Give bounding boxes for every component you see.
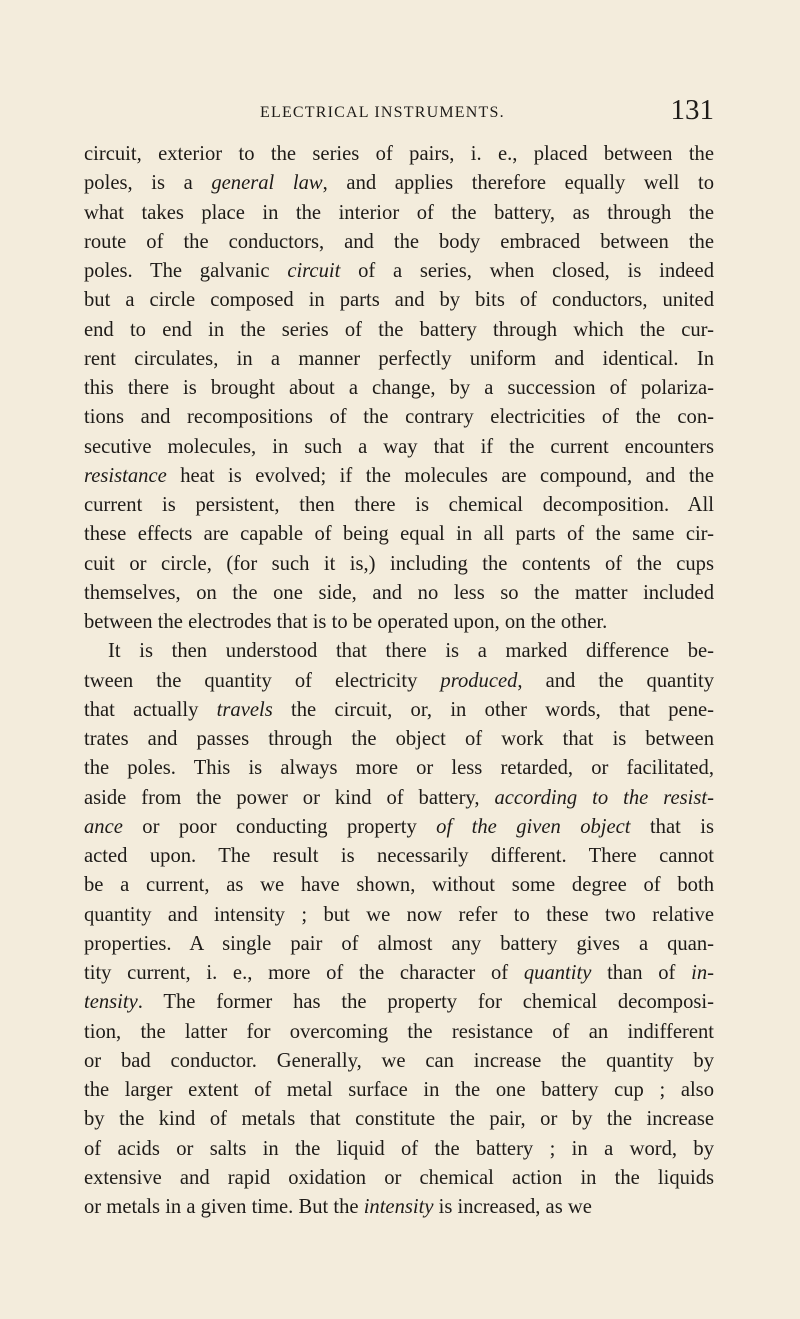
text-run: poles, is a bbox=[84, 172, 212, 195]
italic-text-run: resistance bbox=[84, 464, 167, 487]
italic-text-run: in- bbox=[691, 962, 714, 984]
text-line bbox=[84, 1193, 714, 1222]
text-run: , and applies therefore equally well to bbox=[322, 172, 714, 195]
text-line bbox=[84, 1018, 714, 1047]
text-line bbox=[84, 579, 714, 608]
text-run: acted upon. The result is necessarily different. There cannot bbox=[84, 845, 714, 867]
text-line bbox=[84, 462, 714, 491]
text-run: or poor conducting property bbox=[122, 815, 437, 838]
italic-text-run: intensity bbox=[363, 1196, 434, 1218]
text-line bbox=[84, 988, 714, 1017]
text-run: poles. The galvanic bbox=[84, 260, 288, 282]
text-run: end to end in the series of the battery through which the cur- bbox=[84, 318, 714, 341]
text-line bbox=[84, 901, 714, 930]
text-line bbox=[84, 169, 714, 198]
text-line bbox=[84, 1164, 714, 1193]
text-run: the larger extent of metal surface in the one battery cup ; also bbox=[84, 1079, 714, 1101]
italic-text-run: according to the resist- bbox=[494, 786, 714, 809]
text-run: secutive molecules, in such a way that if the current encounters bbox=[84, 435, 714, 458]
text-line bbox=[84, 754, 714, 783]
text-line bbox=[84, 345, 714, 374]
text-run: or metals in a given time. But the bbox=[84, 1196, 364, 1218]
text-line bbox=[84, 1076, 714, 1105]
text-run: trates and passes through the object of work that is between bbox=[84, 728, 714, 750]
text-run: what takes place in the interior of the battery, as through the bbox=[84, 201, 714, 224]
text-line bbox=[84, 491, 714, 520]
italic-text-run: tensity bbox=[84, 991, 138, 1014]
italic-text-run: of the given object bbox=[436, 815, 631, 838]
text-run: rent circulates, in a manner perfectly uniform and identical. In bbox=[84, 347, 714, 370]
text-run: route of the conductors, and the body embraced between the bbox=[84, 230, 714, 253]
italic-text-run: travels bbox=[216, 698, 273, 721]
text-run: circuit, exterior to the series of pairs, i. e., placed between the bbox=[84, 143, 714, 165]
body-text bbox=[84, 140, 714, 1222]
running-header-title: ELECTRICAL INSTRUMENTS. bbox=[260, 104, 505, 121]
text-run: tion, the latter for overcoming the resistance of an indifferent bbox=[84, 1020, 714, 1043]
text-run: that is bbox=[630, 815, 714, 838]
text-line bbox=[84, 608, 714, 637]
text-run: extensive and rapid oxidation or chemical action in the liquids bbox=[84, 1166, 714, 1189]
text-line bbox=[84, 930, 714, 959]
text-run: , and the quantity bbox=[517, 669, 715, 692]
italic-text-run: produced bbox=[440, 669, 518, 692]
text-line bbox=[84, 784, 714, 813]
italic-text-run: circuit bbox=[287, 260, 341, 282]
italic-text-run: quantity bbox=[523, 962, 592, 984]
text-line bbox=[84, 199, 714, 228]
page-number: 131 bbox=[670, 94, 714, 126]
text-line bbox=[84, 257, 714, 286]
text-run: tween the quantity of electricity bbox=[84, 669, 441, 692]
text-run: is increased, as we bbox=[433, 1196, 592, 1218]
italic-text-run: general law bbox=[211, 172, 323, 195]
text-run: this there is brought about a change, by a succession of polariza- bbox=[84, 377, 714, 399]
text-run: It is then understood that there is a marked difference be- bbox=[108, 640, 714, 663]
text-run: properties. A single pair of almost any battery gives a quan- bbox=[84, 932, 714, 955]
text-line bbox=[84, 959, 714, 988]
text-run: tity current, i. e., more of the character of bbox=[84, 962, 524, 984]
text-run: of acids or salts in the liquid of the battery ; in a word, by bbox=[84, 1137, 714, 1160]
text-run: be a current, as we have shown, without some degree of both bbox=[84, 874, 714, 897]
text-run: cuit or circle, (for such it is,) including the contents of the cups bbox=[84, 552, 714, 575]
text-run: the poles. This is always more or less retarded, or facilitated, bbox=[84, 757, 714, 780]
text-line bbox=[84, 637, 714, 666]
text-line bbox=[84, 696, 714, 725]
text-line bbox=[84, 140, 714, 169]
text-line bbox=[84, 403, 714, 432]
text-line bbox=[84, 374, 714, 403]
text-run: than of bbox=[591, 962, 692, 984]
text-run: aside from the power or kind of battery, bbox=[84, 786, 495, 809]
text-line bbox=[84, 1047, 714, 1076]
text-line bbox=[84, 842, 714, 871]
text-run: quantity and intensity ; but we now refer to these two relative bbox=[84, 903, 714, 926]
text-run: the circuit, or, in other words, that pene- bbox=[272, 698, 714, 721]
text-run: between the electrodes that is to be operated upon, on the other. bbox=[84, 611, 608, 633]
text-run: current is persistent, then there is chemical decomposition. All bbox=[84, 494, 714, 516]
text-run: tions and recompositions of the contrary electricities of the con- bbox=[84, 406, 714, 429]
text-run: but a circle composed in parts and by bits of conductors, united bbox=[84, 289, 714, 312]
text-line bbox=[84, 725, 714, 754]
text-line bbox=[84, 667, 714, 696]
text-line bbox=[84, 228, 714, 257]
text-line bbox=[84, 520, 714, 549]
italic-text-run: ance bbox=[84, 815, 123, 838]
text-run: heat is evolved; if the molecules are compound, and the bbox=[166, 464, 714, 487]
text-run: by the kind of metals that constitute the pair, or by the increase bbox=[84, 1108, 714, 1131]
text-line bbox=[84, 813, 714, 842]
text-line bbox=[84, 550, 714, 579]
text-run: these effects are capable of being equal in all parts of the same cir- bbox=[84, 523, 714, 546]
text-line bbox=[84, 1135, 714, 1164]
text-run: of a series, when closed, is indeed bbox=[340, 260, 714, 282]
text-run: themselves, on the one side, and no less so the matter included bbox=[84, 581, 714, 604]
text-line bbox=[84, 433, 714, 462]
text-run: . The former has the property for chemical decomposi- bbox=[137, 991, 714, 1014]
text-line bbox=[84, 316, 714, 345]
running-header bbox=[84, 94, 714, 128]
text-line bbox=[84, 286, 714, 315]
text-run: or bad conductor. Generally, we can increase the quantity by bbox=[84, 1049, 714, 1072]
text-run: that actually bbox=[84, 698, 217, 721]
text-line bbox=[84, 871, 714, 900]
text-line bbox=[84, 1105, 714, 1134]
